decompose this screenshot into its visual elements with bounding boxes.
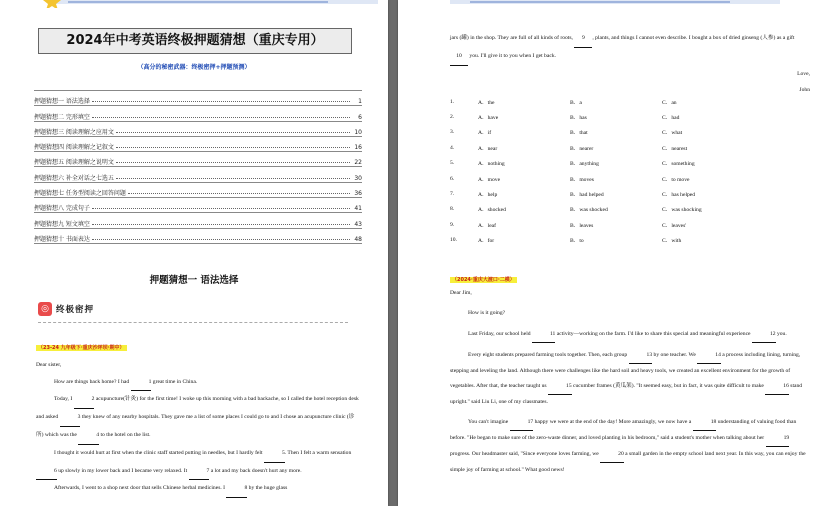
paragraph: jars (罐) in the shop. They are full of all kinds of roots, 9 , plants, and things I cannot even describe. I bought a box of dried ginseng (人参) as a gift 10 you. I'll give it to you when I get back. bbox=[450, 30, 810, 66]
document-page-2 bbox=[398, 0, 840, 506]
blank: 11 bbox=[532, 327, 555, 343]
paragraph: Today, I 2 acupuncture(针灸) for the first time! I woke up this morning with a bad backache, so I called the hotel reception desk and asked 3 they knew of any nearby hospitals. They gave me a list of some places I could go to and I chose an acupuncture clinic (诊所) which was the 4 to the hotel on the list. bbox=[36, 391, 360, 444]
document-page-1 bbox=[0, 0, 388, 506]
blank: 10 bbox=[450, 48, 468, 66]
blank: 16 bbox=[765, 379, 789, 395]
blank: 7 bbox=[189, 463, 210, 481]
option-c[interactable]: C．had bbox=[662, 115, 680, 122]
option-c[interactable]: C．an bbox=[662, 99, 677, 106]
passage-1-continued bbox=[450, 30, 810, 99]
blank: 15 bbox=[548, 379, 572, 395]
blank: 6 bbox=[36, 463, 57, 481]
option-c[interactable]: C．with bbox=[662, 238, 682, 245]
option-b[interactable]: B．was shocked bbox=[570, 207, 608, 214]
option-a[interactable]: A．leaf bbox=[478, 222, 497, 229]
option-row: 8. A．shocked B．was shocked C．was shocking bbox=[450, 202, 790, 217]
option-b[interactable]: B．had helped bbox=[570, 192, 604, 199]
option-a[interactable]: A．if bbox=[478, 130, 492, 137]
blank: 18 bbox=[693, 415, 717, 431]
badge-label: 终极密押 bbox=[56, 305, 95, 315]
paragraph: Afterwards, I went to a shop next door that sells Chinese herbal medicines. I 8 by the huge glass bbox=[36, 480, 360, 498]
toc-item[interactable]: 押题猜想二 完形填空 6 bbox=[34, 106, 362, 121]
passage-1 bbox=[36, 340, 360, 498]
option-a[interactable]: A．for bbox=[478, 238, 495, 245]
option-b[interactable]: B．that bbox=[570, 130, 588, 137]
option-a[interactable]: A．help bbox=[478, 192, 498, 199]
closing: Love, bbox=[797, 70, 810, 77]
header-banner-icon bbox=[450, 0, 780, 7]
option-a[interactable]: A．move bbox=[478, 176, 501, 183]
option-b[interactable]: B．anything bbox=[570, 161, 599, 168]
option-row: 10. A．for B．to C．with bbox=[450, 233, 790, 248]
paragraph: I thought it would hurt at first when the clinic staff started putting in needles, but I hardly felt 5. Then I felt a warm sensation 6 up slowly in my lower back and I became very relaxed. It 7 a lot and my back doesn't hurt any more. bbox=[36, 445, 360, 481]
toc-item[interactable]: 押题猜想五 阅读理解之说明文 22 bbox=[34, 152, 362, 167]
toc-item[interactable]: 押题猜想四 阅读理解之记叙文 16 bbox=[34, 137, 362, 152]
section-title: 押题猜想一 语法选择 bbox=[149, 275, 239, 286]
option-c[interactable]: C．what bbox=[662, 130, 683, 137]
source-tag: （23-24 九年级下·重庆沙坪坝·期中） bbox=[38, 345, 125, 351]
star-icon bbox=[42, 0, 62, 8]
option-c[interactable]: C．leaves' bbox=[662, 222, 687, 229]
paragraph: Every eight students prepared farming tools together. Then, each group 13 by one teacher. We 14 a process including lining, turning, stepping and leveling the land. Although there were challenges like the hard soil and heavy tools, we created an excellent environment for the growth of vegetables. After that, the teacher taught us 15 cucumber frames (黄瓜架). "It seemed easy, but in fact, it was quite difficult to make 16 stand upright." said Liu Li, one of my classmates. bbox=[450, 348, 810, 410]
blank: 4 bbox=[78, 427, 99, 445]
blank: 3 bbox=[60, 409, 81, 427]
document-subtitle: （高分的秘密武器：终极密押+押题预测） bbox=[137, 64, 251, 71]
greeting: Dear Jim, bbox=[450, 289, 472, 296]
blank: 5 bbox=[264, 445, 285, 463]
blank: 14 bbox=[697, 348, 721, 364]
option-b[interactable]: B．moves bbox=[570, 176, 594, 183]
option-a[interactable]: A．have bbox=[478, 115, 499, 122]
option-b[interactable]: B．leaves bbox=[570, 222, 594, 229]
option-row: 3. A．if B．that C．what bbox=[450, 125, 790, 140]
option-a[interactable]: A．near bbox=[478, 145, 498, 152]
page-header-decoration bbox=[450, 0, 780, 7]
table-of-contents bbox=[34, 90, 362, 244]
option-a[interactable]: A．the bbox=[478, 99, 495, 106]
blank: 19 bbox=[766, 431, 790, 447]
toc-item[interactable]: 押题猜想三 阅读理解之应用文 10 bbox=[34, 122, 362, 137]
option-row: 6. A．move B．moves C．to move bbox=[450, 171, 790, 186]
blank: 8 bbox=[226, 480, 247, 498]
blank: 13 bbox=[629, 348, 653, 364]
option-c[interactable]: C．nearest bbox=[662, 145, 688, 152]
option-c[interactable]: C．something bbox=[662, 161, 695, 168]
paragraph: How is it going? bbox=[468, 310, 506, 317]
blank: 1 bbox=[131, 374, 152, 392]
signature: John bbox=[799, 87, 810, 94]
option-c[interactable]: C．to move bbox=[662, 176, 690, 183]
paragraph: You can't imagine 17 happy we were at the end of the day! More amazingly, we now have a 18 understanding of valuing food than before. "He began to make sure of the zero-waste dinner, and loved planting in his bedroom," said a student's mother when talking about her 19 progress. Our headmaster said, "Since everyone loves farming, we 20 a small garden in the empty school land next year. In this way, you can enjoy the simple joy of farming at school." What good news! bbox=[450, 415, 810, 478]
option-row: 7. A．help B．had helped C．has helped bbox=[450, 186, 790, 201]
document-title: 2024年中考英语终极押题猜想（重庆专用） bbox=[38, 28, 352, 54]
target-icon: ◎ bbox=[38, 302, 52, 316]
answer-options bbox=[450, 94, 790, 248]
option-row: 5. A．nothing B．anything C．something bbox=[450, 156, 790, 171]
section-badge bbox=[38, 302, 94, 316]
option-b[interactable]: B．to bbox=[570, 238, 584, 245]
blank: 2 bbox=[74, 391, 95, 409]
option-row: 4. A．near B．nearer C．nearest bbox=[450, 140, 790, 155]
option-b[interactable]: B．has bbox=[570, 115, 587, 122]
divider bbox=[38, 322, 348, 323]
paragraph: Last Friday, our school held 11 activity—working on the farm. I'd like to share this special and meaningful experience 12 you. bbox=[450, 327, 810, 343]
header-banner-icon bbox=[48, 0, 378, 7]
toc-item[interactable]: 押题猜想一 语法选择 1 bbox=[34, 91, 362, 106]
blank: 17 bbox=[510, 415, 534, 431]
option-c[interactable]: C．has helped bbox=[662, 192, 696, 199]
source-tag: （2024·重庆大渡口·二模） bbox=[452, 277, 515, 283]
blank: 20 bbox=[600, 447, 624, 463]
blank: 9 bbox=[574, 30, 592, 48]
option-c[interactable]: C．was shocking bbox=[662, 207, 702, 214]
option-a[interactable]: A．shocked bbox=[478, 207, 506, 214]
option-b[interactable]: B．nearer bbox=[570, 145, 594, 152]
toc-item[interactable]: 押题猜想九 短文填空 43 bbox=[34, 213, 362, 228]
option-row: 9. A．leaf B．leaves C．leaves' bbox=[450, 217, 790, 232]
toc-item[interactable]: 押题猜想六 补全对话之七选五 30 bbox=[34, 167, 362, 182]
toc-item[interactable]: 押题猜想七 任务型阅读之回答问题 36 bbox=[34, 183, 362, 198]
toc-item[interactable]: 押题猜想八 完成句子 41 bbox=[34, 198, 362, 213]
option-b[interactable]: B．a bbox=[570, 99, 582, 106]
option-row: 1. A．the B．a C．an bbox=[450, 94, 790, 109]
option-a[interactable]: A．nothing bbox=[478, 161, 505, 168]
greeting: Dear sister, bbox=[36, 361, 62, 368]
page-header-decoration bbox=[48, 0, 378, 7]
passage-2 bbox=[450, 280, 810, 484]
blank: 12 bbox=[752, 327, 776, 343]
option-row: 2. A．have B．has C．had bbox=[450, 109, 790, 124]
toc-item[interactable]: 押题猜想十 书面表达 48 bbox=[34, 229, 362, 244]
paragraph: How are things back home? I had 1 great time in China. bbox=[36, 374, 360, 392]
